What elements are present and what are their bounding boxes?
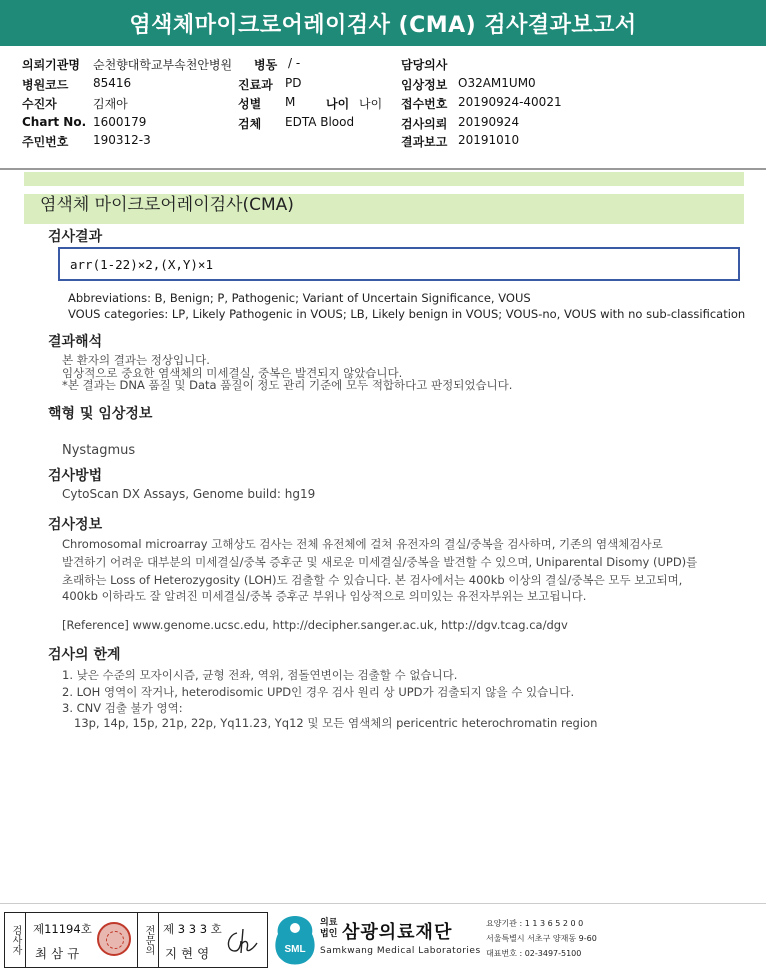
doctor-label: 담당의사 <box>401 58 448 72</box>
examiner-seal <box>97 922 131 956</box>
limits-item-3: 3. CNV 검출 불가 영역: <box>62 701 183 715</box>
age-label: 나이 <box>326 97 350 111</box>
request-label: 검사의뢰 <box>401 117 448 131</box>
reference-line: [Reference] www.genome.ucsc.edu, http://decipher.sanger.ac.uk, http://dgv.tcag.ca/dgv <box>62 618 568 632</box>
result-title: 검사결과 <box>48 229 103 245</box>
limits-item-2: 2. LOH 영역이 작거나, heterodisomic UPD인 경우 검사 원리 상 UPD가 검출되지 않을 수 있습니다. <box>62 685 575 699</box>
logo-prefix-1: 의료 <box>320 918 338 928</box>
ward-label: 병동 <box>254 58 278 72</box>
interpretation-line-1: 본 환자의 결과는 정상입니다. <box>62 353 210 367</box>
chart-value: 1600179 <box>93 115 147 129</box>
divider-bar-top <box>24 172 744 186</box>
institution-label: 의뢰기관명 <box>22 58 80 72</box>
specialist-name: 지 현 영 <box>165 946 210 961</box>
examiner-name: 최 삼 규 <box>35 946 80 961</box>
logo-prefix <box>320 918 337 940</box>
report-title: 염색체마이크로어레이검사 (CMA) 검사결과보고서 <box>0 0 766 46</box>
result-value: arr(1-22)×2,(X,Y)×1 <box>70 257 213 272</box>
clinical-value: O32AM1UM0 <box>458 76 536 90</box>
specimen-value: EDTA Blood <box>285 115 355 129</box>
sex-label: 성별 <box>238 97 262 111</box>
sml-logo-text: SML <box>284 944 306 955</box>
footer <box>0 903 766 977</box>
org-name: 삼광의료재단 <box>342 922 453 943</box>
examiner-license: 제11194호 <box>33 922 92 936</box>
test-info-line-3: 초래하는 Loss of Heterozygosity (LOH)도 검출할 수 있습니다. 본 검사에서는 400kb 이상의 결실/중복은 모두 보고되며, <box>62 573 683 587</box>
clinical-section-value: Nystagmus <box>62 443 136 458</box>
patient-info <box>0 56 766 170</box>
clinical-section-title: 핵형 및 임상정보 <box>48 406 153 422</box>
method-value: CytoScan DX Assays, Genome build: hg19 <box>62 487 316 501</box>
specialist-license: 제 3 3 3 호 <box>163 922 222 936</box>
ward-value: / - <box>288 56 301 70</box>
report-date-value: 20191010 <box>458 133 520 147</box>
limits-item-3-detail: 13p, 14p, 15p, 21p, 22p, Yq11.23, Yq12 및 모든 염색체의 pericentric heterochromatin region <box>74 716 598 730</box>
id-label: 주민번호 <box>22 135 69 149</box>
id-value: 190312-3 <box>93 133 151 147</box>
age-value: 나이 <box>359 97 383 111</box>
sml-logo-icon <box>272 914 318 968</box>
examiner-seal-inner <box>106 931 124 949</box>
contact-line-3: 대표번호 : 02-3497-5100 <box>486 949 582 958</box>
signature-box <box>4 912 268 968</box>
chart-label: Chart No. <box>22 115 87 129</box>
specialist-signature <box>223 927 259 957</box>
dept-label: 진료과 <box>238 78 273 92</box>
section-header: 염색체 마이크로어레이검사(CMA) <box>40 195 294 215</box>
specialist-label-text: 전문의 <box>143 925 154 955</box>
test-info-title: 검사정보 <box>48 517 103 533</box>
institution-value: 순천향대학교부속천안병원 <box>93 58 233 72</box>
clinical-label: 임상정보 <box>401 78 448 92</box>
request-value: 20190924 <box>458 115 520 129</box>
test-info-line-2: 발견하기 어려운 대부분의 미세결실/중복 증후군 및 새로운 미세결실/중복을 발견할 수 있으며, Uniparental Disomy (UPD)를 <box>62 555 698 569</box>
limits-item-1: 1. 낮은 수준의 모자이시즘, 균형 전좌, 역위, 점돌연변이는 검출할 수 없습니다. <box>62 668 458 682</box>
receipt-label: 접수번호 <box>401 97 448 111</box>
specimen-label: 검체 <box>238 117 262 131</box>
org-english: Samkwang Medical Laboratories <box>320 946 481 956</box>
dept-value: PD <box>285 76 302 90</box>
result-box <box>58 247 740 281</box>
examinee-label: 수진자 <box>22 97 57 111</box>
report-date-label: 결과보고 <box>401 135 448 149</box>
logo-prefix-2: 법인 <box>320 929 338 939</box>
limits-title: 검사의 한계 <box>48 647 121 663</box>
examiner-label-text: 검사자 <box>10 925 21 955</box>
examiner-label <box>5 913 26 967</box>
hospital-code-label: 병원코드 <box>22 78 69 92</box>
contact-line-2: 서울특별시 서초구 양재동 9-60 <box>486 934 597 943</box>
interpretation-line-2: 임상적으로 중요한 염색체의 미세결실, 중복은 발견되지 않았습니다. <box>62 366 403 380</box>
test-info-line-4: 400kb 이하라도 잘 알려진 미세결실/중복 증후군 부위나 임상적으로 의미있는 유전자부위는 보고됩니다. <box>62 589 587 603</box>
interpretation-line-3: *본 결과는 DNA 품질 및 Data 품질이 정도 관리 기준에 모두 적합하다고 판정되었습니다. <box>62 378 513 392</box>
hospital-code-value: 85416 <box>93 76 132 90</box>
examinee-value: 김재아 <box>93 97 128 111</box>
sex-value: M <box>285 95 296 109</box>
interpretation-title: 결과해석 <box>48 334 103 350</box>
specialist-label <box>137 913 159 967</box>
abbrev-line-1: Abbreviations: B, Benign; P, Pathogenic; Variant of Uncertain Significance, VOUS <box>68 291 531 305</box>
method-title: 검사방법 <box>48 468 103 484</box>
contact-line-1: 요양기관 : 1 1 3 6 5 2 0 0 <box>486 919 584 928</box>
receipt-value: 20190924-40021 <box>458 95 562 109</box>
test-info-line-1: Chromosomal microarray 고해상도 검사는 전체 유전체에 걸쳐 유전자의 결실/중복을 검사하며, 기존의 염색체검사로 <box>62 537 663 551</box>
abbrev-line-2: VOUS categories: LP, Likely Pathogenic in VOUS; LB, Likely benign in VOUS; VOUS-no, VOUS with no sub-classification <box>68 307 746 321</box>
